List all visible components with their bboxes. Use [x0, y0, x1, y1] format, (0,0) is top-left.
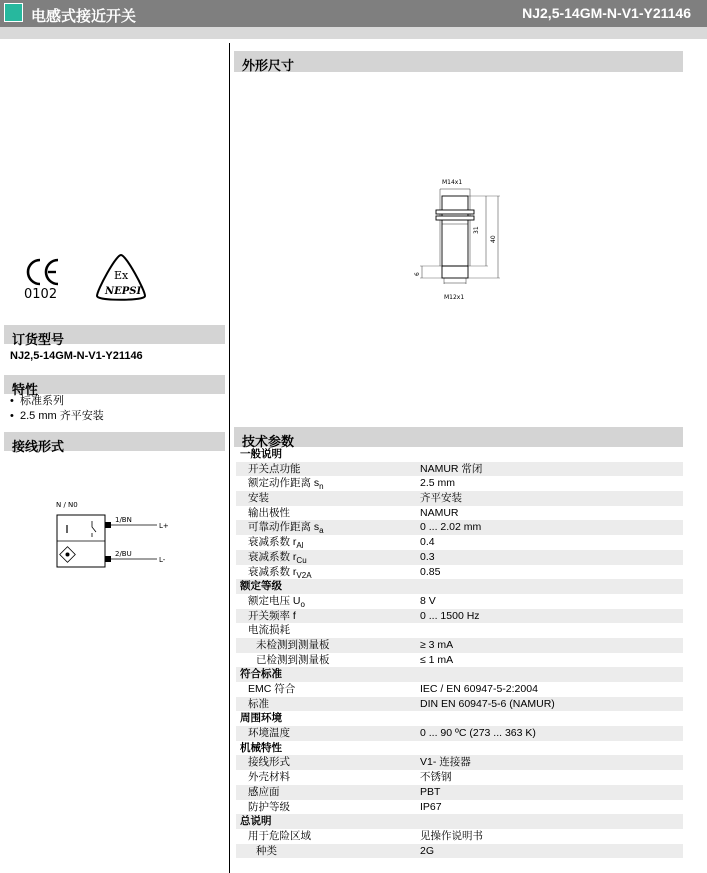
spec-label-text: 未检测到测量板 — [256, 638, 330, 651]
spec-label-text: 总说明 — [240, 815, 272, 828]
ordering-heading: 订货型号 — [4, 325, 225, 344]
nepsi-ex-logo — [92, 252, 150, 306]
spec-value: 0 ... 90 ºC (273 ... 363 K) — [420, 727, 536, 740]
spec-label-text: 外壳材料 — [248, 771, 290, 784]
length-40-label: 40 — [490, 235, 497, 243]
dimension-drawing — [404, 172, 524, 304]
spec-label — [240, 814, 272, 829]
table-row — [236, 565, 683, 580]
table-row — [236, 506, 683, 521]
spec-group-header — [236, 447, 683, 462]
model-number: NJ2,5-14GM-N-V1-Y21146 — [522, 5, 691, 21]
spec-label-text: 用于危险区域 — [248, 829, 311, 842]
specs-table — [236, 447, 683, 858]
table-row — [236, 535, 683, 550]
spec-symbol-subscript: V2A — [296, 570, 312, 580]
spec-value: 8 V — [420, 594, 436, 607]
spec-value: 2.5 mm — [420, 477, 456, 490]
spec-label — [240, 741, 282, 756]
spec-label — [240, 711, 282, 726]
table-row — [236, 623, 683, 638]
spec-symbol: s — [313, 477, 320, 490]
spec-symbol-subscript: Cu — [296, 555, 307, 565]
title-bar — [0, 0, 707, 27]
spec-value: 0.85 — [420, 565, 441, 578]
spec-label — [248, 800, 290, 815]
spec-label-text: 开关点功能 — [248, 462, 301, 475]
list-item: • 2.5 mm 齐平安装 — [10, 410, 104, 422]
spec-label — [248, 755, 290, 770]
spec-label — [248, 594, 305, 609]
table-row — [236, 755, 683, 770]
thread-top-label: M14x1 — [442, 179, 463, 186]
minus-label: L- — [159, 556, 166, 564]
spec-label — [240, 579, 282, 594]
spec-label — [248, 462, 301, 477]
spec-value: ≥ 3 mA — [420, 638, 454, 651]
table-row — [236, 520, 683, 535]
spec-label — [240, 447, 282, 462]
table-row — [236, 609, 683, 624]
spec-value: 齐平安装 — [420, 492, 462, 505]
spec-value: NAMUR — [420, 506, 459, 519]
spec-value: 见操作说明书 — [420, 829, 483, 842]
features-list — [10, 394, 104, 424]
table-row — [236, 770, 683, 785]
spec-group-header — [236, 711, 683, 726]
spec-label — [248, 785, 280, 800]
table-row — [236, 800, 683, 815]
spec-label-text: 周围环境 — [240, 712, 282, 725]
spec-label-text: 额定等级 — [240, 580, 282, 593]
spec-symbol: r — [292, 565, 297, 578]
length-31-label: 31 — [473, 226, 480, 234]
table-row — [236, 653, 683, 668]
spec-value: 0 ... 1500 Hz — [420, 609, 480, 622]
spec-label — [248, 609, 296, 624]
specs-heading: 技术参数 — [234, 427, 683, 447]
spec-symbol-subscript: Al — [296, 541, 304, 551]
ce-mark-icon — [24, 256, 68, 300]
spec-value: IEC / EN 60947-5-2:2004 — [420, 683, 538, 695]
spec-value: 不锈钢 — [420, 771, 452, 784]
spec-label-text: 防护等级 — [248, 800, 290, 813]
table-row — [236, 491, 683, 506]
spec-group-header — [236, 814, 683, 829]
table-row — [236, 682, 683, 697]
spec-label-text: 感应面 — [248, 785, 280, 798]
column-divider — [229, 43, 230, 873]
spec-group-header — [236, 741, 683, 756]
spec-label-text: 衰减系数 — [248, 536, 290, 549]
plus-label: L+ — [159, 522, 169, 530]
spec-label — [248, 682, 295, 697]
spec-label-text: 标准 — [248, 697, 269, 710]
spec-label — [256, 844, 277, 859]
title-underbar — [0, 27, 707, 39]
spec-value: 0 ... 2.02 mm — [420, 521, 482, 534]
feature-text: 2.5 mm 齐平安装 — [19, 410, 104, 422]
spec-label — [248, 623, 290, 638]
spec-label — [240, 667, 282, 682]
spec-label — [248, 535, 304, 550]
spec-label — [248, 726, 290, 741]
ce-number: 0102 — [24, 287, 58, 300]
table-row — [236, 726, 683, 741]
spec-value: ≤ 1 mA — [420, 653, 454, 666]
table-row — [236, 785, 683, 800]
spec-label — [248, 491, 269, 506]
table-row — [236, 550, 683, 565]
spec-label — [248, 550, 307, 565]
spec-label-text: 符合标准 — [240, 668, 282, 681]
spec-label — [248, 697, 269, 712]
spec-group-header — [236, 579, 683, 594]
spec-value: NAMUR 常闭 — [420, 462, 483, 475]
spec-label — [248, 770, 290, 785]
spec-value: 0.4 — [420, 536, 435, 549]
spec-value: DIN EN 60947-5-6 (NAMUR) — [420, 697, 555, 710]
spec-symbol: r — [292, 550, 297, 563]
spec-value: PBT — [420, 785, 441, 798]
table-row — [236, 594, 683, 609]
table-row — [236, 638, 683, 653]
page-title: 电感式接近开关 — [31, 8, 137, 25]
spec-value: 0.3 — [420, 550, 435, 563]
spec-group-header — [236, 667, 683, 682]
spec-label — [256, 638, 330, 653]
spec-symbol: U — [292, 594, 301, 607]
spec-label-text: 衰减系数 — [248, 565, 290, 578]
feature-text: 标准系列 — [19, 395, 64, 407]
spec-label-text: 电流损耗 — [248, 624, 290, 637]
spec-label-text: 可靠动作距离 — [248, 521, 311, 534]
spec-label-text: 一般说明 — [240, 448, 282, 460]
spec-label-text: 环境温度 — [248, 727, 290, 740]
dimensions-heading: 外形尺寸 — [234, 51, 683, 72]
table-row — [236, 829, 683, 844]
brand-square-icon — [4, 3, 23, 22]
list-item: • 标准系列 — [10, 395, 64, 407]
spec-label — [256, 653, 330, 668]
spec-value: IP67 — [420, 800, 442, 813]
table-row — [236, 844, 683, 859]
spec-label-text: 额定电压 — [248, 594, 290, 607]
nepsi-mark: NEPSI — [105, 286, 142, 297]
spec-label-text: 接线形式 — [248, 756, 290, 769]
spec-label-text: 机械特性 — [240, 741, 282, 754]
spec-label — [248, 506, 290, 521]
table-row — [236, 697, 683, 712]
spec-label-text: 已检测到测量板 — [256, 653, 330, 666]
spec-symbol-subscript: n — [319, 482, 324, 492]
spec-symbol-subscript: a — [319, 526, 324, 536]
spec-label-text: 输出极性 — [248, 506, 290, 519]
thread-bottom-label: M12x1 — [444, 294, 465, 301]
features-heading: 特性 — [4, 375, 225, 394]
spec-label-text: 种类 — [256, 844, 277, 857]
spec-label — [248, 520, 324, 535]
spec-symbol-subscript: o — [300, 599, 305, 609]
pin1-label: 1/BN — [115, 516, 132, 524]
wiring-label: N / N0 — [56, 501, 78, 509]
spec-symbol: r — [292, 536, 297, 549]
spec-value: 2G — [420, 844, 435, 857]
wiring-diagram — [50, 497, 180, 573]
spec-value: V1- 连接器 — [420, 756, 471, 769]
spec-label-text: 衰减系数 — [248, 550, 290, 563]
spec-label-text: EMC 符合 — [248, 683, 296, 695]
spec-symbol: s — [313, 521, 320, 534]
connection-heading: 接线形式 — [4, 432, 225, 451]
spec-label-text: 开关频率 f — [248, 609, 296, 622]
spec-label — [248, 476, 324, 491]
spec-label — [248, 829, 311, 844]
spec-label-text: 安装 — [248, 492, 269, 505]
spec-label — [248, 565, 312, 580]
pin2-label: 2/BU — [115, 550, 132, 558]
table-row — [236, 462, 683, 477]
length-6-label: 6 — [414, 272, 421, 276]
table-row — [236, 476, 683, 491]
ex-mark: Ex — [114, 269, 129, 282]
ordering-code: NJ2,5-14GM-N-V1-Y21146 — [10, 350, 143, 362]
spec-label-text: 额定动作距离 — [248, 477, 311, 490]
